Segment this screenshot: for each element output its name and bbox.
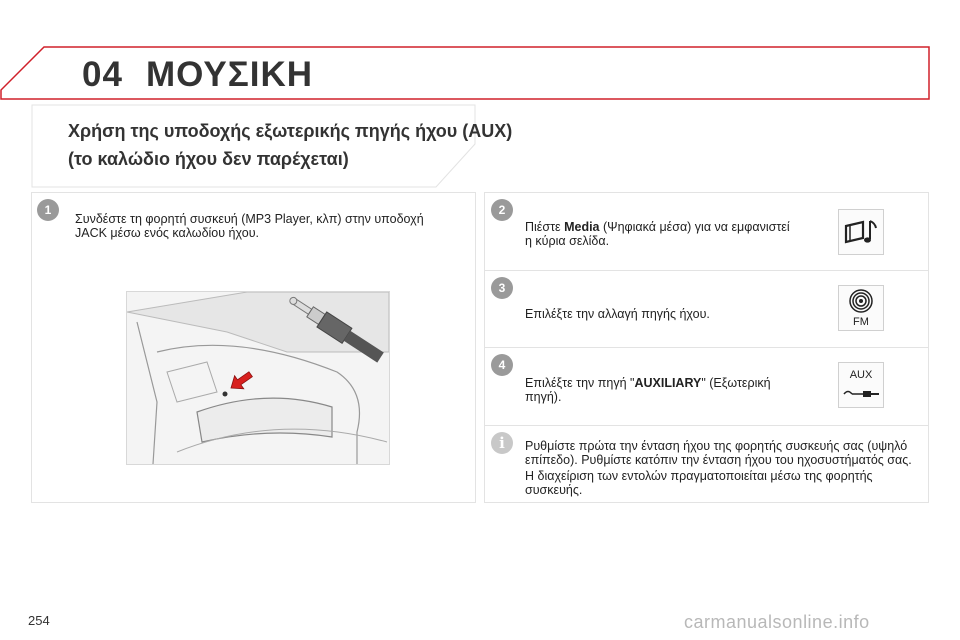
aux-socket-illustration <box>126 291 390 465</box>
section-subtitle: (το καλώδιο ήχου δεν παρέχεται) <box>68 149 349 169</box>
radio-fm-icon <box>839 288 883 318</box>
fm-label: FM <box>853 316 869 328</box>
media-button[interactable] <box>838 209 884 255</box>
aux-jack-icon <box>839 385 883 405</box>
step-divider <box>485 425 928 426</box>
info-text-line2: επίπεδο). Ρυθμίστε κατόπιν την ένταση ήχου του ηχοσυστήματός σας. <box>525 453 912 467</box>
info-text-line1: Ρυθμίστε πρώτα την ένταση ήχου της φορητής συσκευής σας (υψηλό <box>525 439 908 453</box>
info-text-line4: συσκευής. <box>525 483 583 497</box>
step-4-text-line2: πηγή). <box>525 390 562 404</box>
step-2-badge: 2 <box>491 199 513 221</box>
chapter-number: 04 <box>82 55 123 94</box>
step-1-text-line2: JACK μέσω ενός καλωδίου ήχου. <box>75 226 259 240</box>
section-title: Χρήση της υποδοχής εξωτερικής πηγής ήχου (AUX) <box>68 121 513 141</box>
aux-label: AUX <box>849 369 873 381</box>
step-2-text-line2: η κύρια σελίδα. <box>525 234 610 248</box>
step-3-text: Επιλέξτε την αλλαγή πηγής ήχου. <box>525 307 710 321</box>
media-music-icon <box>839 210 883 254</box>
step-2-text-line1: Πιέστε Media (Ψηφιακά μέσα) για να εμφανιστεί <box>525 220 790 234</box>
step-1-badge: 1 <box>37 199 59 221</box>
section-title-frame <box>31 104 476 188</box>
info-icon: i <box>491 432 513 454</box>
aux-source-button[interactable] <box>838 362 884 408</box>
page-number: 254 <box>28 613 50 628</box>
step-4-badge: 4 <box>491 354 513 376</box>
step-1-text-line1: Συνδέστε τη φορητή συσκευή (MP3 Player, κλπ) στην υποδοχή <box>75 212 424 226</box>
chapter-header-frame <box>0 46 930 100</box>
step-divider <box>485 270 928 271</box>
fm-source-button[interactable] <box>838 285 884 331</box>
step-4-text-line1: Επιλέξτε την πηγή "AUXILIARY" (Εξωτερική <box>525 376 771 390</box>
step-3-badge: 3 <box>491 277 513 299</box>
step-divider <box>485 347 928 348</box>
chapter-title: ΜΟΥΣΙΚΗ <box>146 55 314 94</box>
aux-socket-drawing <box>127 292 389 464</box>
watermark: carmanualsonline.info <box>684 612 870 632</box>
info-text-line3: Η διαχείριση των εντολών πραγματοποιείται μέσω της φορητής <box>525 469 873 483</box>
